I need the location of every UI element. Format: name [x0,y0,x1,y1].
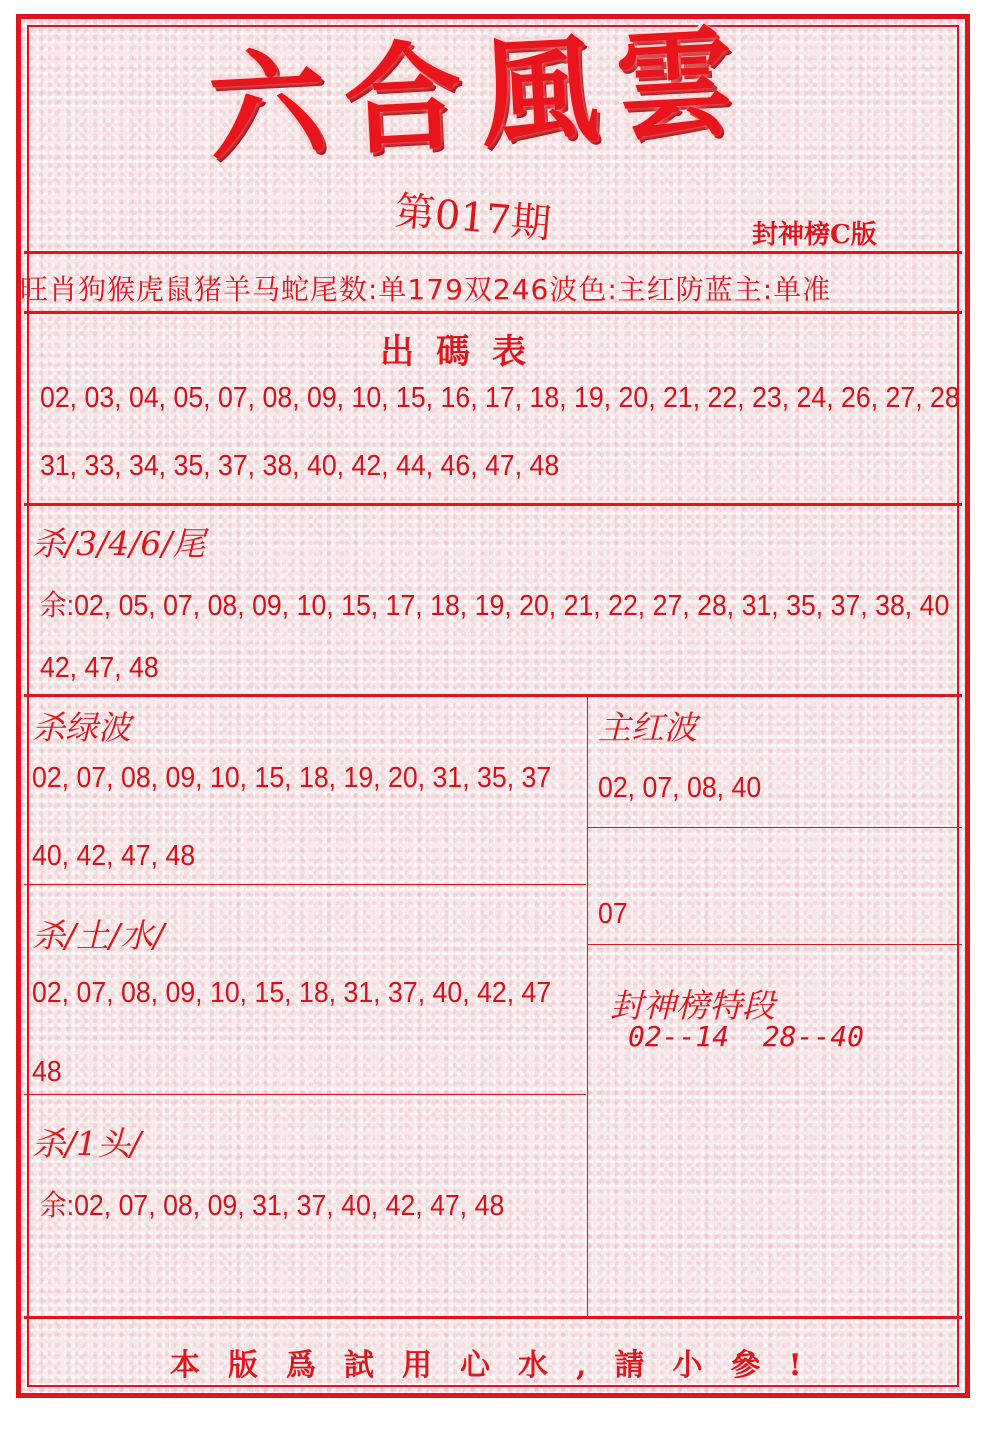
divider-table [24,503,962,506]
kill-element-line-1: 02, 07, 08, 09, 10, 15, 18, 31, 37, 40, 42, 47 [32,977,552,1009]
number-table-line-1: 02, 03, 04, 05, 07, 08, 09, 10, 15, 16, 17, 18, 19, 20, 21, 22, 23, 24, 26, 27, 28 [40,382,960,414]
kill-tail-line-1: 余:02, 05, 07, 08, 09, 10, 15, 17, 18, 19, 20, 21, 22, 27, 28, 31, 35, 37, 38, 40 [40,590,950,622]
divider-red [588,827,962,828]
page-title: 六合風雲 [204,10,756,179]
special-section-label: 封神榜特段 [610,986,775,1025]
zodiac-banner: 旺肖狗猴虎鼠猪羊马蛇尾数:单179双246波色:主红防蓝主:单准 [20,273,832,306]
divider-tail [24,694,962,697]
main-red-label: 主红波 [598,708,697,747]
divider-header [24,251,962,254]
divider-footer [24,1316,962,1319]
kill-green-line-1: 02, 07, 08, 09, 10, 15, 18, 19, 20, 31, 35, 37 [32,762,552,794]
kill-head-label: 杀/1头/ [32,1124,142,1163]
divider-element [24,1094,586,1095]
issue-number: 第017期 [392,188,553,248]
divider-green [24,884,586,885]
column-divider [587,696,588,1316]
main-red-numbers: 02, 07, 08, 40 [598,772,762,804]
divider-banner [24,311,962,314]
single-number: 07 [598,898,628,930]
edition-label: 封神榜C版 [752,220,877,250]
kill-element-label: 杀/土/水/ [32,916,165,955]
kill-element-line-2: 48 [32,1056,62,1088]
kill-green-label: 杀绿波 [32,708,131,747]
kill-tail-line-2: 42, 47, 48 [40,652,159,684]
number-table-line-2: 31, 33, 34, 35, 37, 38, 40, 42, 44, 46, 47, 48 [40,450,560,482]
footer-disclaimer: 本版爲試用心水,請小參! [170,1348,830,1383]
kill-head-line-1: 余:02, 07, 08, 09, 31, 37, 40, 42, 47, 48 [40,1190,505,1222]
number-table-title: 出碼表 [380,332,548,372]
special-section-ranges: 02--14 28--40 [628,1020,865,1053]
divider-single [588,944,962,945]
kill-green-line-2: 40, 42, 47, 48 [32,840,196,872]
kill-tail-label: 杀/3/4/6/尾 [32,524,206,563]
